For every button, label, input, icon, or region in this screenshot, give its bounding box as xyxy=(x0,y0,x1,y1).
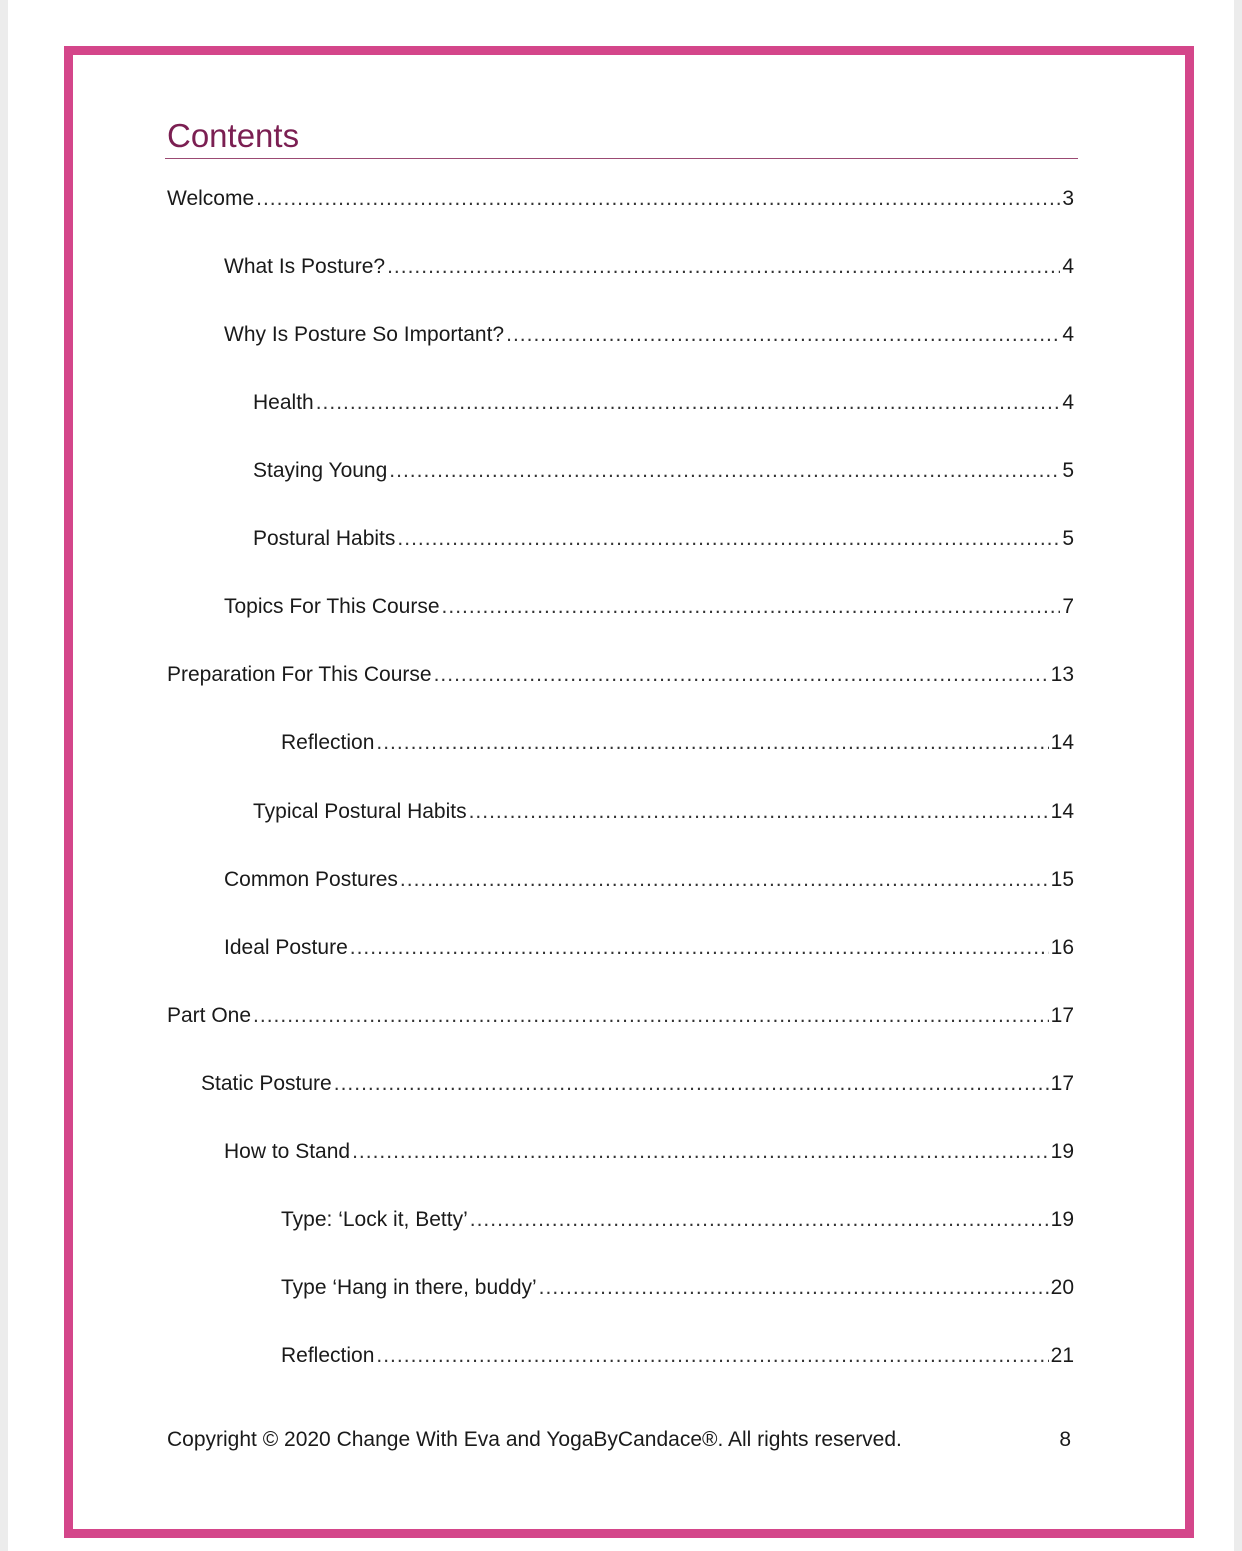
toc-entry[interactable] xyxy=(281,728,1074,758)
toc-entry-label: Health xyxy=(253,391,314,414)
heading-underline xyxy=(165,158,1078,159)
copyright-footer: Copyright © 2020 Change With Eva and YogaByCandace®. All rights reserved. xyxy=(167,1428,902,1451)
toc-dot-leader xyxy=(469,797,1049,827)
toc-entry-label: Static Posture xyxy=(201,1072,332,1095)
toc-entry-page-number: 4 xyxy=(1062,391,1074,414)
toc-entry-label: Typical Postural Habits xyxy=(253,800,467,823)
toc-entry-label: Staying Young xyxy=(253,459,388,482)
toc-entry-label: Preparation For This Course xyxy=(167,663,432,686)
toc-dot-leader xyxy=(376,728,1048,758)
toc-entry[interactable] xyxy=(224,320,1074,350)
toc-entry-page-number: 13 xyxy=(1050,663,1074,686)
toc-dot-leader xyxy=(316,388,1061,418)
toc-dot-leader xyxy=(442,592,1061,622)
toc-entry-page-number: 4 xyxy=(1062,255,1074,278)
toc-entry-label: Type ‘Hang in there, buddy’ xyxy=(281,1276,537,1299)
toc-entry-label: Reflection xyxy=(281,731,375,754)
toc-dot-leader xyxy=(256,184,1060,214)
toc-dot-leader xyxy=(397,524,1060,554)
toc-entry[interactable] xyxy=(224,865,1074,895)
toc-entry-label: Topics For This Course xyxy=(224,595,440,618)
toc-entry-page-number: 19 xyxy=(1050,1208,1074,1231)
toc-dot-leader xyxy=(352,1137,1049,1167)
toc-entry-label: Type: ‘Lock it, Betty’ xyxy=(281,1208,468,1231)
toc-dot-leader xyxy=(506,320,1060,350)
toc-entry-page-number: 14 xyxy=(1050,800,1074,823)
toc-entry[interactable] xyxy=(167,660,1074,690)
toc-entry[interactable] xyxy=(253,524,1074,554)
toc-dot-leader xyxy=(434,660,1049,690)
toc-dot-leader xyxy=(376,1341,1048,1371)
toc-entry-page-number: 21 xyxy=(1050,1344,1074,1367)
toc-entry-label: What Is Posture? xyxy=(224,255,386,278)
footer-page-number: 8 xyxy=(1059,1428,1071,1451)
toc-entry-page-number: 15 xyxy=(1050,868,1074,891)
toc-dot-leader xyxy=(539,1273,1049,1303)
toc-entry-page-number: 4 xyxy=(1062,323,1074,346)
toc-entry-page-number: 19 xyxy=(1050,1140,1074,1163)
toc-entry-page-number: 7 xyxy=(1062,595,1074,618)
toc-entry[interactable] xyxy=(253,388,1074,418)
toc-entry[interactable] xyxy=(224,933,1074,963)
toc-dot-leader xyxy=(470,1205,1049,1235)
toc-entry[interactable] xyxy=(167,1001,1074,1031)
toc-entry-page-number: 14 xyxy=(1050,731,1074,754)
toc-entry-page-number: 5 xyxy=(1062,527,1074,550)
toc-entry-label: How to Stand xyxy=(224,1140,351,1163)
toc-entry-page-number: 5 xyxy=(1062,459,1074,482)
toc-entry[interactable] xyxy=(253,456,1074,486)
toc-entry[interactable] xyxy=(253,797,1074,827)
toc-entry-page-number: 20 xyxy=(1050,1276,1074,1299)
toc-dot-leader xyxy=(334,1069,1049,1099)
toc-entry-page-number: 17 xyxy=(1050,1072,1074,1095)
toc-entry-label: Reflection xyxy=(281,1344,375,1367)
toc-entry-label: Welcome xyxy=(167,187,255,210)
toc-entry[interactable] xyxy=(281,1273,1074,1303)
toc-entry[interactable] xyxy=(281,1341,1074,1371)
toc-entry-label: Part One xyxy=(167,1004,252,1027)
toc-entry-page-number: 3 xyxy=(1062,187,1074,210)
toc-entry[interactable] xyxy=(224,1137,1074,1167)
document-page xyxy=(8,0,1234,1551)
toc-entry-label: Ideal Posture xyxy=(224,936,348,959)
toc-dot-leader xyxy=(253,1001,1049,1031)
toc-entry[interactable] xyxy=(201,1069,1074,1099)
toc-entry[interactable] xyxy=(167,184,1074,214)
toc-dot-leader xyxy=(350,933,1049,963)
toc-entry[interactable] xyxy=(281,1205,1074,1235)
toc-entry-label: Common Postures xyxy=(224,868,398,891)
toc-entry-page-number: 16 xyxy=(1050,936,1074,959)
toc-entry-label: Postural Habits xyxy=(253,527,396,550)
contents-heading: Contents xyxy=(167,117,300,154)
toc-entry[interactable] xyxy=(224,592,1074,622)
toc-dot-leader xyxy=(400,865,1049,895)
toc-dot-leader xyxy=(387,252,1060,282)
toc-dot-leader xyxy=(389,456,1060,486)
toc-entry-page-number: 17 xyxy=(1050,1004,1074,1027)
toc-entry[interactable] xyxy=(224,252,1074,282)
toc-entry-label: Why Is Posture So Important? xyxy=(224,323,505,346)
